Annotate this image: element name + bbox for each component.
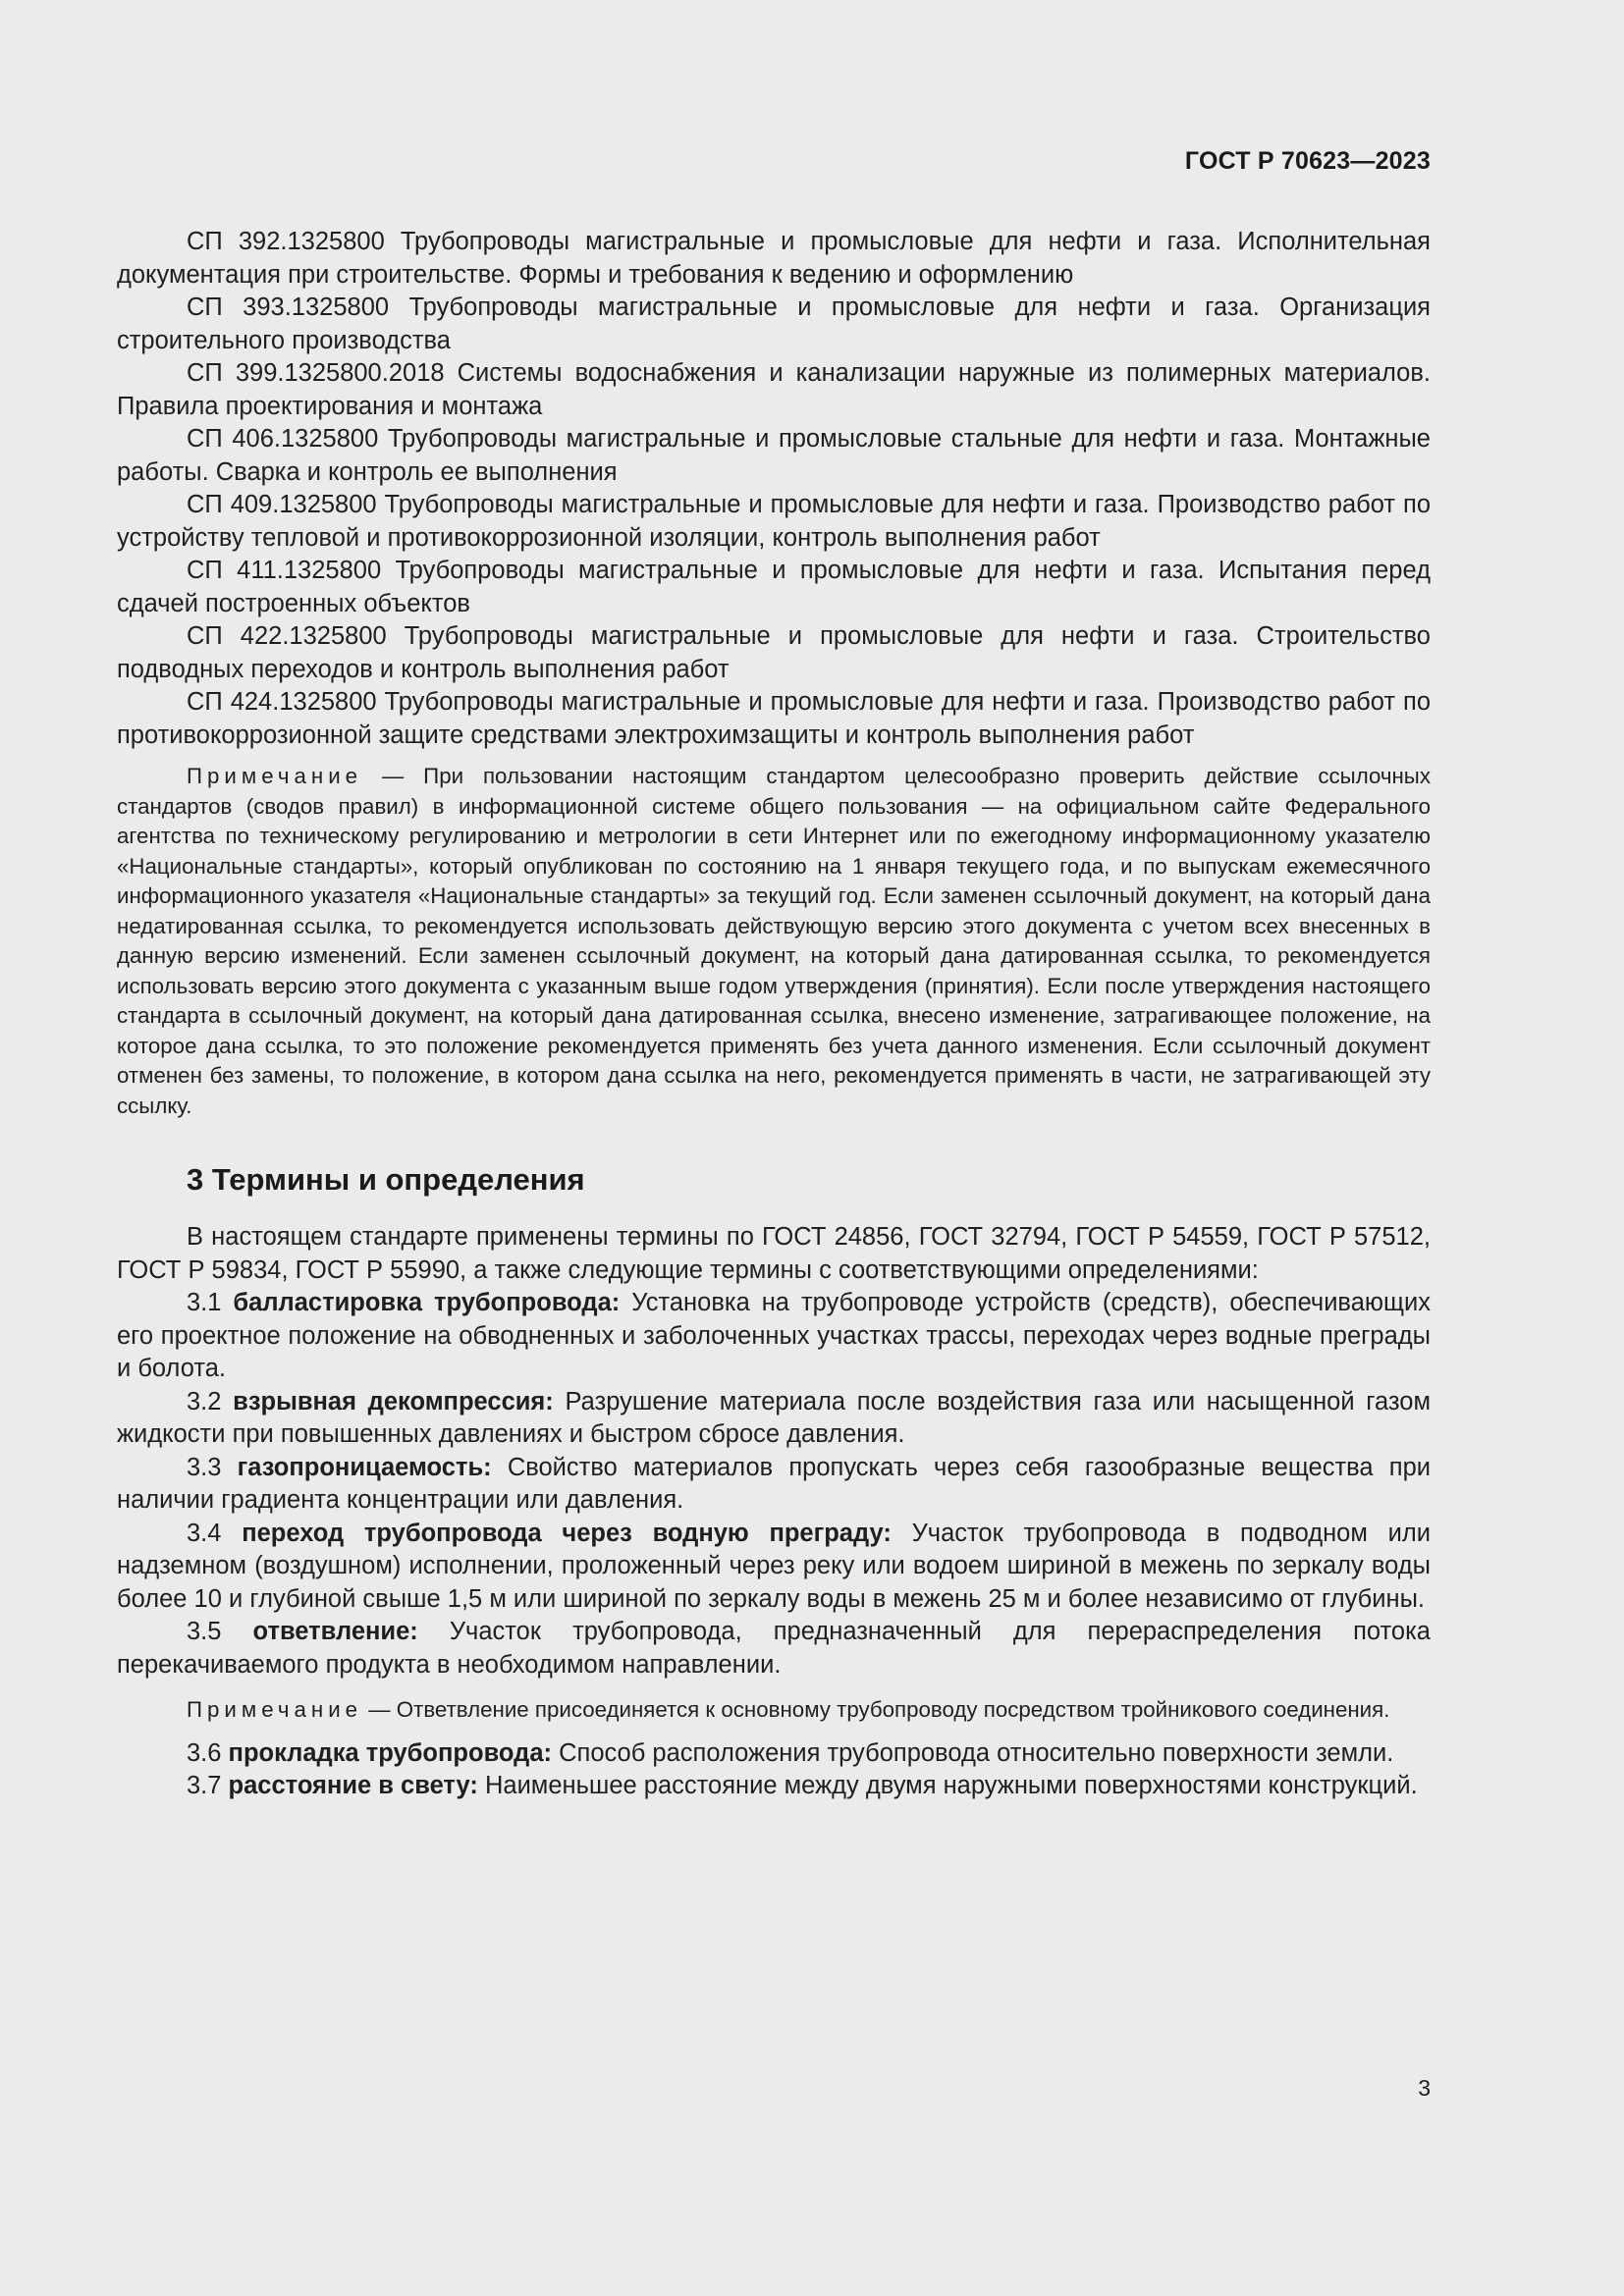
section-intro: В настоящем стандарте применены термины по ГОСТ 24856, ГОСТ 32794, ГОСТ Р 54559, ГОСТ Р 57512, ГОСТ Р 59834, ГОСТ Р 55990, а также следующие термины с соответствующими определениями: — [117, 1223, 1431, 1284]
term-entry — [117, 1452, 1431, 1518]
term-number: 3.1 — [187, 1289, 222, 1316]
term-entry — [117, 1737, 1431, 1771]
term-number: 3.4 — [187, 1519, 222, 1547]
page-number: 3 — [1418, 2075, 1431, 2101]
document-number: ГОСТ Р 70623—2023 — [1184, 147, 1431, 175]
term-entry — [117, 1616, 1431, 1682]
term-number: 3.6 — [187, 1738, 222, 1767]
term-name: балластировка трубопровода: — [233, 1289, 621, 1316]
term-definition: Установка на трубопроводе устройств (средств), обеспечивающих его проектное положение на обводненных и заболоченных участках трассы, переходах через водные преграды и болота. — [117, 1289, 1431, 1382]
term-note — [117, 1695, 1431, 1726]
page-content — [117, 226, 1431, 1803]
term-entry — [117, 1770, 1431, 1803]
term-definition: Разрушение материала после воздействия газа или насыщенной газом жидкости при повышенных давлениях и быстром сбросе давления. — [117, 1387, 1432, 1448]
reference-note — [117, 762, 1431, 1121]
term-entry — [117, 1386, 1431, 1452]
reference-list — [117, 226, 1431, 752]
section-title: 3 Термины и определения — [187, 1162, 585, 1197]
term-name: газопроницаемость: — [237, 1453, 492, 1481]
term-number: 3.5 — [187, 1618, 222, 1645]
reference-item: СП 406.1325800 Трубопроводы магистральные и промысловые стальные для нефти и газа. Монтажные работы. Сварка и контроль ее выполнения — [117, 425, 1431, 486]
reference-item: СП 411.1325800 Трубопроводы магистральные и промысловые для нефти и газа. Испытания перед сдачей построенных объектов — [117, 557, 1431, 617]
term-entry — [117, 1518, 1431, 1617]
term-definition: Способ расположения трубопровода относительно поверхности земли. — [559, 1738, 1394, 1767]
term-name: ответвление: — [252, 1618, 418, 1645]
term-name: прокладка трубопровода: — [228, 1738, 553, 1767]
term-definition: Участок трубопровода в подводном или надземном (воздушном) исполнении, проложенный через реку или водоем шириной в межень по зеркалу воды более 10 и глубиной свыше 1,5 м или шириной по зеркалу воды в межень 25 м и более независимо от глубины. — [117, 1519, 1431, 1613]
term-definition: Наименьшее расстояние между двумя наружными поверхностями конструкций. — [484, 1772, 1418, 1799]
term-name: переход трубопровода через водную преграду: — [242, 1519, 892, 1547]
term-number: 3.2 — [187, 1387, 222, 1415]
reference-item: СП 393.1325800 Трубопроводы магистральные и промысловые для нефти и газа. Организация строительного производства — [117, 294, 1431, 354]
note-label: Примечание — [187, 764, 363, 788]
term-name: расстояние в свету: — [228, 1772, 478, 1799]
note-text: — При пользовании настоящим стандартом целесообразно проверить действие ссылочных стандартов (сводов правил) в информационной системе общего пользования — на официальном сайте Федерального агентства по техническому регулированию и метрологии в сети Интернет или по ежегодному информационному указателю «Национальные стандарты», который опубликован по состоянию на 1 января текущего года, и по выпускам ежемесячного информационного указателя «Национальные стандарты» за текущий год. Если заменен ссылочный документ, на который дана недатированная ссылка, то рекомендуется использовать действующую версию этого документа с учетом всех внесенных в данную версию изменений. Если заменен ссылочный документ, на который дана датированная ссылка, то рекомендуется использовать версию этого документа с указанным выше годом утверждения (принятия). Если после утверждения настоящего стандарта в ссылочный документ, на который дана датированная ссылка, внесено изменение, затрагивающее положение, на которое дана ссылка, то это положение рекомендуется применять без учета данного изменения. Если ссылочный документ отменен без замены, то положение, в котором дана ссылка на него, рекомендуется применять в части, не затрагивающей эту ссылку. — [117, 764, 1431, 1118]
term-definition: Участок трубопровода, предназначенный для перераспределения потока перекачиваемого продукта в необходимом направлении. — [117, 1618, 1431, 1679]
reference-item: СП 392.1325800 Трубопроводы магистральные и промысловые для нефти и газа. Исполнительная документация при строительстве. Формы и требования к ведению и оформлению — [117, 228, 1431, 289]
term-number: 3.7 — [187, 1772, 222, 1799]
term-entry — [117, 1287, 1431, 1386]
note-text: — Ответвление присоединяется к основному трубопроводу посредством тройникового соединения. — [368, 1697, 1390, 1722]
reference-item: СП 424.1325800 Трубопроводы магистральные и промысловые для нефти и газа. Производство работ по противокоррозионной защите средствами электрохимзащиты и контроль выполнения работ — [117, 688, 1431, 749]
term-definition: Свойство материалов пропускать через себя газообразные вещества при наличии градиента концентрации или давления. — [117, 1453, 1431, 1514]
reference-item: СП 422.1325800 Трубопроводы магистральные и промысловые для нефти и газа. Строительство подводных переходов и контроль выполнения работ — [117, 622, 1431, 683]
note-label: Примечание — [187, 1697, 363, 1722]
reference-item: СП 409.1325800 Трубопроводы магистральные и промысловые для нефти и газа. Производство работ по устройству тепловой и противокоррозионной изоляции, контроль выполнения работ — [117, 491, 1431, 552]
term-number: 3.3 — [187, 1453, 222, 1481]
term-name: взрывная декомпрессия: — [233, 1387, 554, 1415]
reference-item: СП 399.1325800.2018 Системы водоснабжения и канализации наружные из полимерных материалов. Правила проектирования и монтажа — [117, 359, 1431, 420]
